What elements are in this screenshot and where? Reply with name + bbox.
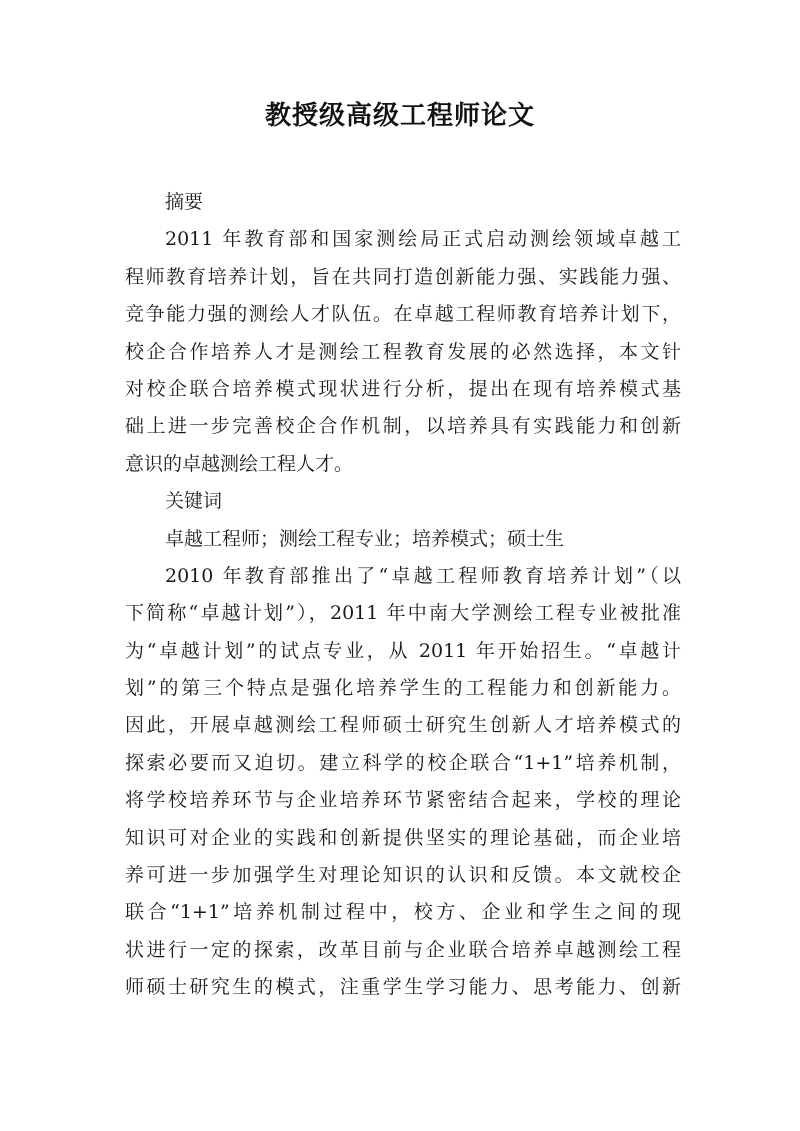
text-line: 联合“1+1”培养机制过程中，校方、企业和学生之间的现 <box>125 901 681 924</box>
text-line: 下简称“卓越计划”），2011 年中南大学测绘工程专业被批准 <box>125 602 681 625</box>
text-line: 摘要 <box>165 191 204 213</box>
text-line: 师硕士研究生的模式，注重学生学习能力、思考能力、创新 <box>125 976 681 999</box>
text-line: 因此，开展卓越测绘工程师硕士研究生创新人才培养模式的 <box>125 714 681 737</box>
text-line: 知识可对企业的实践和创新提供坚实的理论基础，而企业培 <box>125 826 681 849</box>
text-line: 探索必要而又迫切。建立科学的校企联合“1+1”培养机制， <box>125 751 681 774</box>
document-body <box>125 184 681 1007</box>
text-line: 为“卓越计划”的试点专业，从 2011 年开始招生。“卓越计 <box>125 639 681 662</box>
text-line: 关键词 <box>165 490 223 513</box>
text-line: 状进行一定的探索，改革目前与企业联合培养卓越测绘工程 <box>125 938 681 961</box>
text-line: 2010 年教育部推出了“卓越工程师教育培养计划”（以 <box>165 564 681 587</box>
text-line: 养可进一步加强学生对理论知识的认识和反馈。本文就校企 <box>125 864 681 887</box>
text-line: 校企合作培养人才是测绘工程教育发展的必然选择，本文针 <box>125 340 681 363</box>
page-title: 教授级高级工程师论文 <box>264 101 535 131</box>
text-line: 意识的卓越测绘工程人才。 <box>125 452 354 475</box>
text-line: 程师教育培养计划，旨在共同打造创新能力强、实践能力强、 <box>125 265 681 288</box>
text-line: 竞争能力强的测绘人才队伍。在卓越工程师教育培养计划下， <box>125 303 681 326</box>
text-line: 对校企联合培养模式现状进行分析，提出在现有培养模式基 <box>125 377 681 400</box>
text-line: 将学校培养环节与企业培养环节紧密结合起来，学校的理论 <box>125 789 681 812</box>
text-line: 划”的第三个特点是强化培养学生的工程能力和创新能力。 <box>125 677 681 700</box>
text-line: 卓越工程师；测绘工程专业；培养模式；硕士生 <box>165 527 565 550</box>
text-line: 2011 年教育部和国家测绘局正式启动测绘领域卓越工 <box>165 228 681 251</box>
text-line: 础上进一步完善校企合作机制，以培养具有实践能力和创新 <box>125 415 681 438</box>
